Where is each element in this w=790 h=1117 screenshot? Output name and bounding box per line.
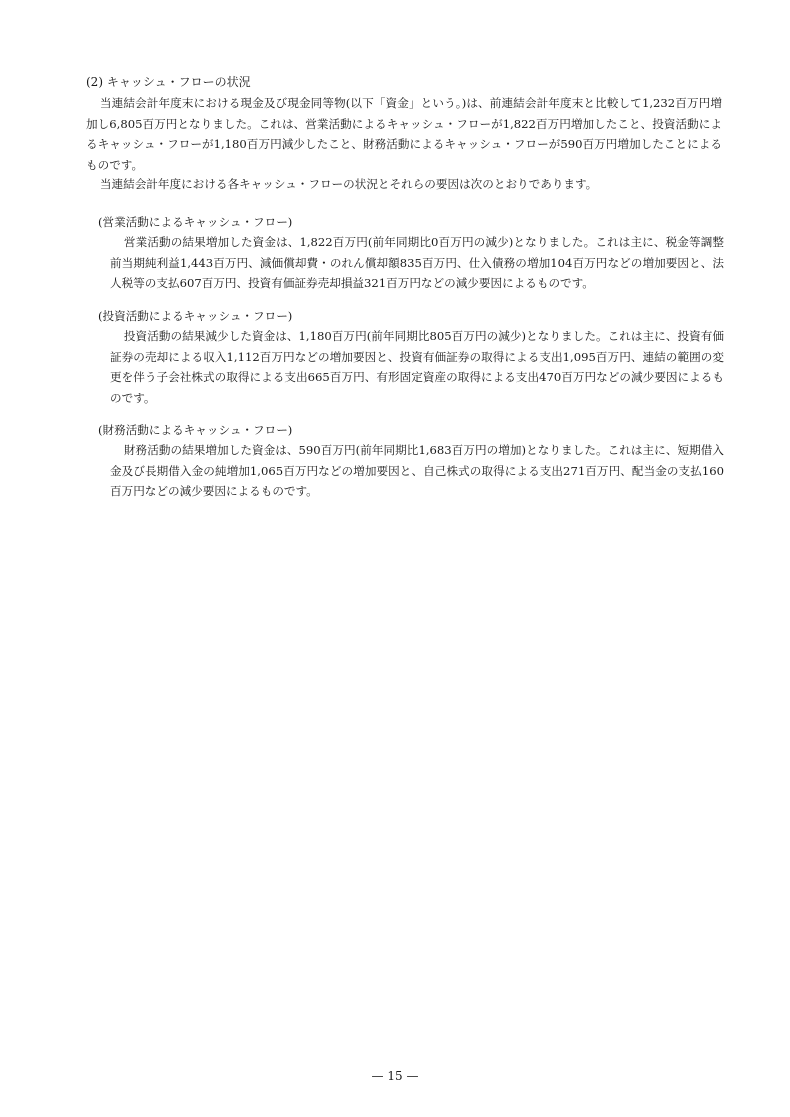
financing-cash-flow-heading: (財務活動によるキャッシュ・フロー): [98, 423, 293, 437]
lead-paragraph: 当連結会計年度末における現金及び現金同等物(以下「資金」という。)は、前連結会計年度末と比較して1,232百万円増加し6,805百万円となりました。これは、営業活動によるキャッシュ・フローが1,822百万円増加したこと、投資活動によるキャッシュ・フローが1,180百万円減少したこと、財務活動によるキャッシュ・フローが590百万円増加したことによるものです。: [86, 96, 722, 172]
section-heading: (2) キャッシュ・フローの状況: [86, 75, 251, 89]
investing-cash-flow-heading: (投資活動によるキャッシュ・フロー): [98, 309, 293, 323]
operating-cash-flow-body: 営業活動の結果増加した資金は、1,822百万円(前年同期比0百万円の減少)となりました。これは主に、税金等調整前当期純利益1,443百万円、減価償却費・のれん償却額835百万円、仕入債務の増加104百万円などの増加要因と、法人税等の支払607百万円、投資有価証券売却損益321百万円などの減少要因によるものです。: [110, 235, 724, 290]
lead-paragraph-2: 当連結会計年度における各キャッシュ・フローの状況とそれらの要因は次のとおりであります。: [99, 177, 598, 191]
investing-cash-flow-section: [98, 306, 724, 408]
financing-cash-flow-section: [98, 420, 724, 502]
page-number: — 15 —: [371, 1069, 419, 1083]
financing-cash-flow-body: 財務活動の結果増加した資金は、590百万円(前年同期比1,683百万円の増加)となりました。これは主に、短期借入金及び長期借入金の純増加1,065百万円などの増加要因と、自己株式の取得による支出271百万円、配当金の支払160百万円などの減少要因によるものです。: [110, 443, 724, 498]
operating-cash-flow-section: [98, 212, 724, 294]
investing-cash-flow-body: 投資活動の結果減少した資金は、1,180百万円(前年同期比805百万円の減少)となりました。これは主に、投資有価証券の売却による収入1,112百万円などの増加要因と、投資有価証券の取得による支出1,095百万円、連結の範囲の変更を伴う子会社株式の取得による支出665百万円、有形固定資産の取得による支出470百万円などの減少要因によるものです。: [110, 329, 724, 405]
operating-cash-flow-heading: (営業活動によるキャッシュ・フロー): [98, 215, 293, 229]
